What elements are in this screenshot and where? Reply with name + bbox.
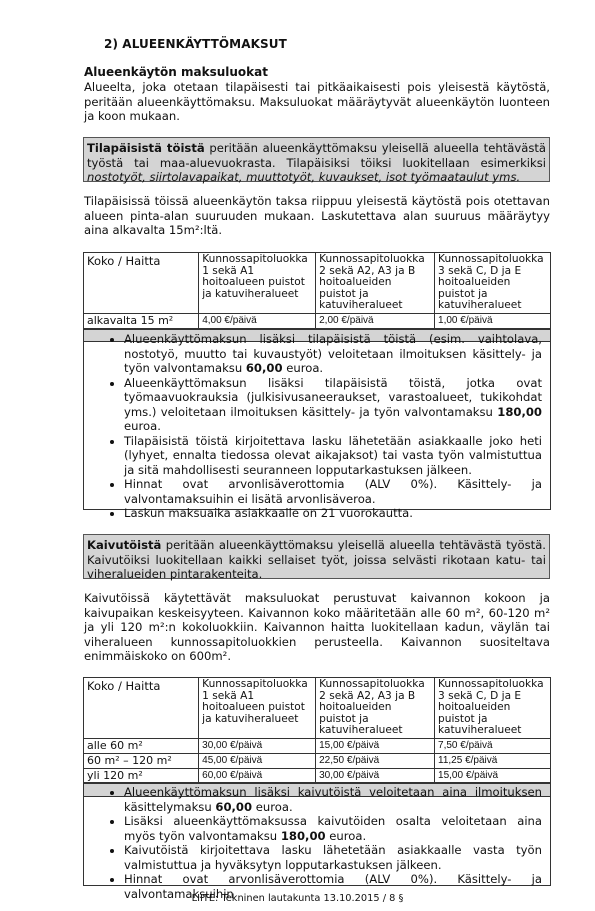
- temporary-works-notes: [83, 329, 551, 520]
- table-cell: 2,00 €/päivä: [316, 313, 435, 328]
- table-header-cell: Kunnossapitoluokka 3 sekä C, D ja E hoitoalueiden puistot ja katuviheralueet: [435, 253, 551, 314]
- table-cell: alle 60 m²: [84, 738, 199, 753]
- table-row: [84, 753, 551, 768]
- table-cell: 60,00 €/päivä: [199, 768, 316, 783]
- intro-paragraph: Alueelta, joka otetaan tilapäisesti tai pitkäaikaisesti pois yleisestä käytöstä, peritään alueenkäyttömaksu. Maksuluokat määräytyvät alueenkäytön luonteen ja koon mukaan.: [84, 80, 550, 123]
- list-item: • Kaivutöistä kirjoitettava lasku lähetetään asiakkaalle vasta työn valmistuttua ja hyväksytyn lopputarkastuksen jälkeen.: [124, 843, 542, 872]
- digging-works-text: peritään alueenkäyttömaksu yleisellä alueella tehtävästä työstä. Kaivutöiksi luokitellaan kaikki sellaiset työt, joissa selvästi rikotaan katu- tai viheralueiden pintarakenteita.: [87, 538, 546, 581]
- digging-works-box: [83, 534, 550, 579]
- temporary-works-text: peritään alueenkäyttömaksu yleisellä alueella tehtävästä työstä tai maa-aluevuokrasta. Tilapäisiksi töiksi luokitellaan esimerkiksi: [87, 141, 547, 170]
- list-item: • Alueenkäyttömaksun lisäksi tilapäisistä töistä (esim. vaihtolava, nostotyö, muutto tai kuvaustyöt) veloitetaan ilmoituksen käsittely- ja työn valvontamaksu 60,00 euroa.: [124, 332, 542, 376]
- bullet-list: [84, 332, 550, 521]
- list-item: • Laskun maksuaika asiakkaalle on 21 vuorokautta.: [124, 506, 542, 521]
- table-cell: 7,50 €/päivä: [435, 738, 551, 753]
- temporary-works-box: [83, 137, 550, 182]
- list-item: • Lisäksi alueenkäyttömaksussa kaivutöiden osalta veloitetaan aina myös työn valvontamaksu 180,00 euroa.: [124, 814, 542, 843]
- table-cell: 30,00 €/päivä: [199, 738, 316, 753]
- list-item: • Alueenkäyttömaksun lisäksi kaivutöistä veloitetaan aina ilmoituksen käsittelymaksu 60,00 euroa.: [124, 785, 542, 814]
- table-cell: 11,25 €/päivä: [435, 753, 551, 768]
- table-row: [84, 313, 551, 328]
- temporary-works-paragraph: Tilapäisissä töissä alueenkäytön taksa riippuu yleisestä käytöstä pois otettavan alueen pinta-alan suuruuden mukaan. Laskutettava alan suuruus määräytyy aina alkavalta 15m²:ltä.: [84, 194, 550, 237]
- list-item: • Alueenkäyttömaksun lisäksi tilapäisistä töistä, jotka ovat työmaavuokrauksia (julkisivusaneeraukset, varastoalueet, tukikohdat yms.) veloitetaan ilmoituksen käsittely- ja työn valvontamaksu 180,00 euroa.: [124, 376, 542, 434]
- table-header-row: [84, 678, 551, 739]
- section-title: 2) ALUEENKÄYTTÖMAKSUT: [104, 37, 287, 51]
- page-footer: LIITE: Tekninen lautakunta 13.10.2015 / 8 §: [191, 893, 404, 904]
- table-header-row: [84, 253, 551, 314]
- temporary-works-lead: Tilapäisistä töistä: [87, 141, 205, 155]
- table-cell: 1,00 €/päivä: [435, 313, 551, 328]
- table-header-cell: Koko / Haitta: [84, 678, 199, 739]
- list-item: • Hinnat ovat arvonlisäverottomia (ALV 0%). Käsittely- ja valvontamaksuihin ei lisätä arvonlisäveroa.: [124, 477, 542, 506]
- table-cell: 22,50 €/päivä: [316, 753, 435, 768]
- table-header-cell: Kunnossapitoluokka 3 sekä C, D ja E hoitoalueiden puistot ja katuviheralueet: [435, 678, 551, 739]
- digging-fee-table: [83, 677, 551, 797]
- table-cell: 15,00 €/päivä: [435, 768, 551, 783]
- table-header-cell: Kunnossapitoluokka 1 sekä A1 hoitoalueen puistot ja katuviheralueet: [199, 678, 316, 739]
- subheading: Alueenkäytön maksuluokat: [84, 65, 268, 79]
- table-cell: 4,00 €/päivä: [199, 313, 316, 328]
- table-row: [84, 738, 551, 753]
- table-header-cell: Kunnossapitoluokka 2 sekä A2, A3 ja B hoitoalueiden puistot ja katuviheralueet: [316, 678, 435, 739]
- digging-works-paragraph: Kaivutöissä käytettävät maksuluokat perustuvat kaivannon kokoon ja kaivupaikan keskeisyyteen. Kaivannon koko määritetään alle 60 m², 60-120 m² ja yli 120 m²:n kokoluokkiin. Kaivannon haitta luokitellaan kadun, väylän tai viheralueen kunnossapitoluokkien perusteella. Kaivannon suositeltava enimmäiskoko on 600m².: [84, 591, 550, 663]
- list-item: • Hinnat ovat arvonlisäverottomia (ALV 0%). Käsittely- ja valvontamaksuihin: [124, 872, 542, 901]
- table-header-cell: Kunnossapitoluokka 1 sekä A1 hoitoalueen puistot ja katuviheralueet: [199, 253, 316, 314]
- table-header-cell: Kunnossapitoluokka 2 sekä A2, A3 ja B hoitoalueiden puistot ja katuviheralueet: [316, 253, 435, 314]
- list-item: • Tilapäisistä töistä kirjoitettava lasku lähetetään asiakkaalle joko heti (lyhyet, ennalta tiedossa olevat aikajaksot) tai vasta työn valmistuttua ja sitä mahdollisesti seuranneen lopputarkastuksen jälkeen.: [124, 434, 542, 478]
- table-cell: alkavalta 15 m²: [84, 313, 199, 328]
- bullet-list: [84, 785, 550, 901]
- digging-works-lead: Kaivutöistä: [87, 538, 162, 552]
- table-header-cell: Koko / Haitta: [84, 253, 199, 314]
- table-cell: 60 m² – 120 m²: [84, 753, 199, 768]
- table-cell: 45,00 €/päivä: [199, 753, 316, 768]
- temporary-works-examples: nostotyöt, siirtolavapaikat, muuttotyöt, kuvaukset, isot työmaataulut yms.: [87, 170, 521, 184]
- table-cell: 15,00 €/päivä: [316, 738, 435, 753]
- table-cell: 30,00 €/päivä: [316, 768, 435, 783]
- table-cell: yli 120 m²: [84, 768, 199, 783]
